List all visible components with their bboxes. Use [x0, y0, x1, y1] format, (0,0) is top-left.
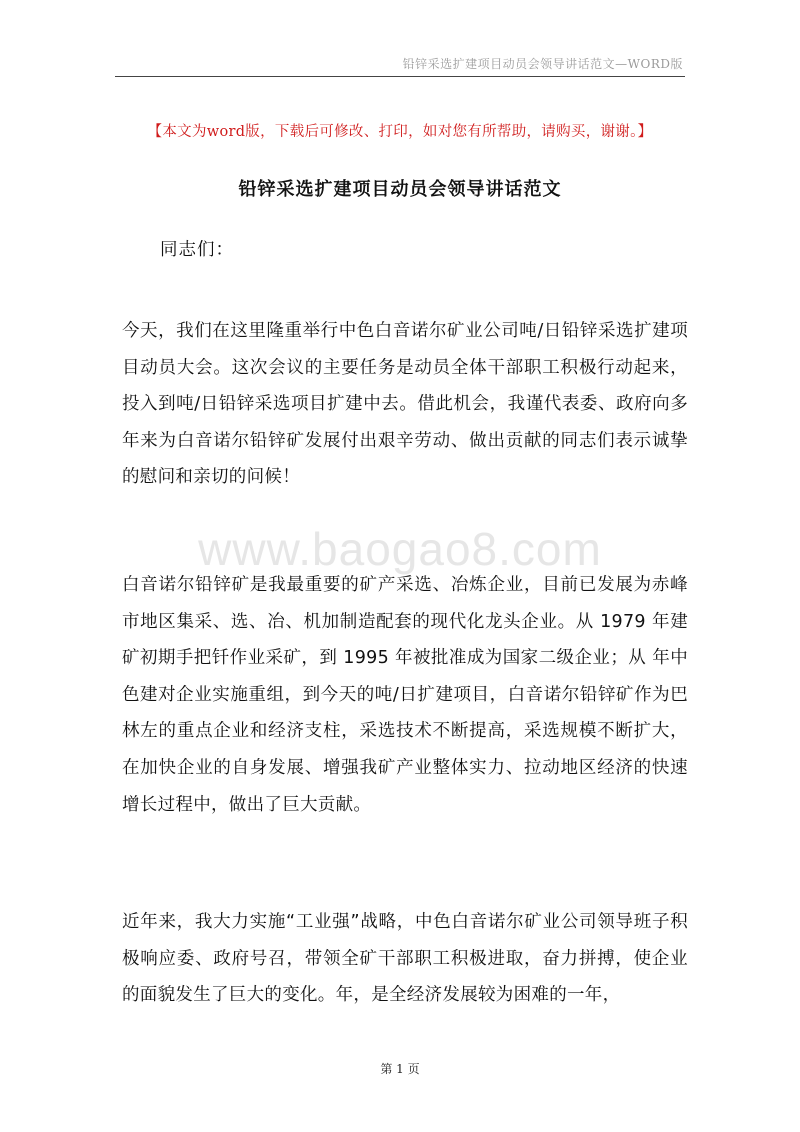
download-notice: 【本文为word版，下载后可修改、打印，如对您有所帮助，请购买，谢谢。】	[147, 124, 653, 140]
running-header: 铅锌采选扩建项目动员会领导讲话范文—WORD版	[402, 57, 683, 71]
paragraph-1: 今天，我们在这里隆重举行中色白音诺尔矿业公司吨/日铅锌采选扩建项目动员大会。这次会议的主要任务是动员全体干部职工积极行动起来，投入到吨/日铅锌采选项目扩建中去。借此机会，我谨代表委、政府向多年来为白音诺尔铅锌矿发展付出艰辛劳动、做出贡献的同志们表示诚挚的慰问和亲切的问候！	[122, 321, 688, 488]
header-divider	[115, 76, 685, 77]
salutation: 同志们：	[160, 240, 234, 260]
page-number: 第 1 页	[380, 1062, 420, 1076]
paragraph-3: 近年来，我大力实施“工业强”战略，中色白音诺尔矿业公司领导班子积极响应委、政府号召，带领全矿干部职工积极进取，奋力拼搏，使企业的面貌发生了巨大的变化。年，是全经济发展较为困难的一年，	[122, 912, 688, 1006]
document-title: 铅锌采选扩建项目动员会领导讲话范文	[238, 179, 562, 200]
watermark: www.baogao8.com	[198, 523, 602, 575]
paragraph-2: 白音诺尔铅锌矿是我最重要的矿产采选、冶炼企业，目前已发展为赤峰市地区集采、选、冶、机加制造配套的现代化龙头企业。从 1979 年建矿初期手把钎作业采矿，到 1995 年被批准成为国家二级企业；从 年中色建对企业实施重组，到今天的吨/日扩建项目，白音诺尔铅锌矿作为巴林左的重点企业和经济支柱，采选技术不断提高，采选规模不断扩大，在加快企业的自身发展、增强我矿产业整体实力、拉动地区经济的快速增长过程中，做出了巨大贡献。	[122, 575, 688, 815]
